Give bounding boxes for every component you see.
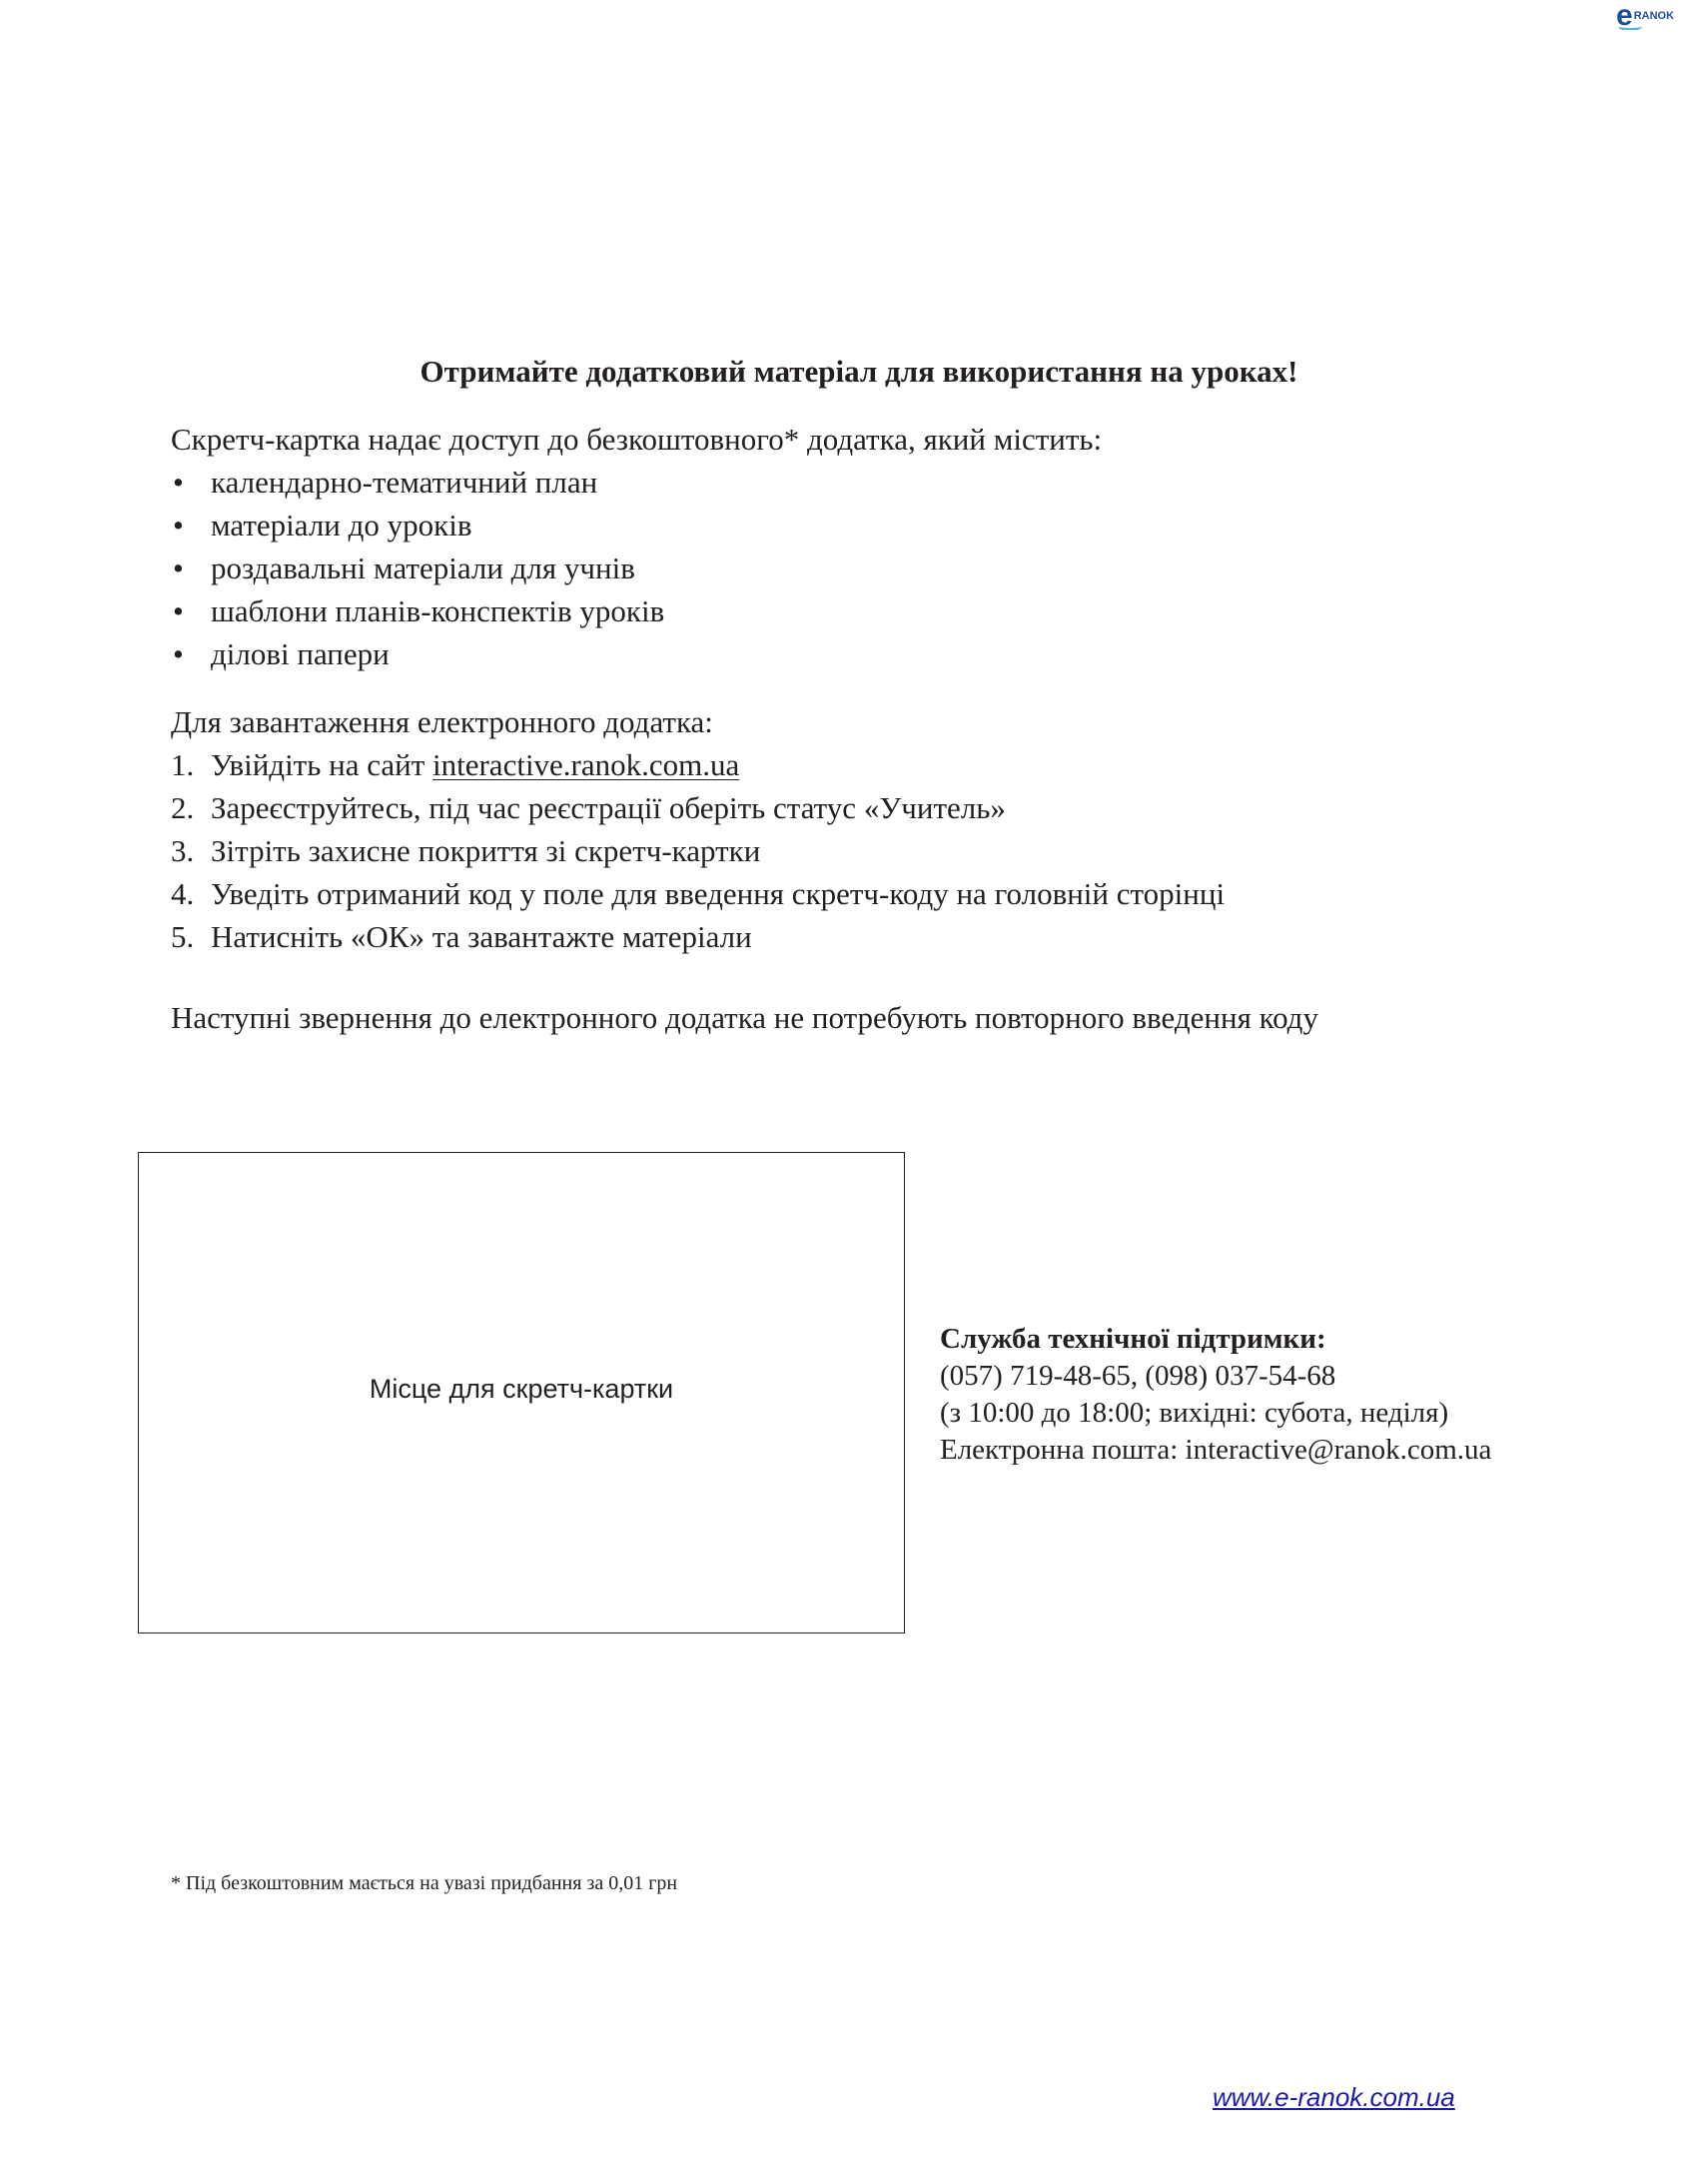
step-number: 4.: [171, 876, 195, 911]
ranok-logo: [1616, 2, 1684, 30]
intro-text: Скретч-картка надає доступ до безкоштовного* додатка, який містить:: [171, 422, 1103, 457]
step-number: 5.: [171, 919, 195, 954]
support-heading: Служба технічної підтримки:: [940, 1323, 1326, 1355]
list-item: [171, 504, 664, 546]
step-item: [171, 743, 1225, 786]
scratch-card-placeholder: [138, 1152, 905, 1634]
list-item: [171, 461, 664, 504]
features-list: [171, 461, 664, 675]
step-number: 1.: [171, 747, 195, 782]
step-text: Зітріть захисне покриття зі скретч-картки: [211, 833, 761, 868]
repeat-access-note: Наступні звернення до електронного додатка не потребують повторного введення коду: [171, 1000, 1318, 1035]
step-text: Уведіть отриманий код у поле для введення скретч-коду на головній сторінці: [211, 876, 1226, 911]
list-item-text: шаблони планів-конспектів уроків: [211, 593, 665, 628]
bullet-icon: •: [173, 465, 184, 500]
step-text: Натисніть «ОК» та завантажте матеріали: [211, 919, 752, 954]
footer-website-link[interactable]: www.e-ranok.com.ua: [1213, 2082, 1455, 2112]
page-title: Отримайте додатковий матеріал для використання на уроках!: [420, 354, 1298, 389]
logo-swoosh-icon: [1618, 22, 1642, 30]
step-number: 2.: [171, 790, 195, 825]
logo-text: RANOK: [1633, 10, 1675, 22]
list-item: [171, 632, 664, 675]
step-item: [171, 786, 1225, 829]
support-email: Електронна пошта: interactive@ranok.com.ua: [940, 1434, 1492, 1466]
logo-letter: e: [1616, 2, 1633, 30]
site-link[interactable]: interactive.ranok.com.ua: [432, 747, 740, 782]
bullet-icon: •: [173, 636, 184, 671]
list-item: [171, 589, 664, 632]
support-hours: (з 10:00 до 18:00; вихідні: субота, неділя): [940, 1397, 1449, 1429]
download-heading: Для завантаження електронного додатка:: [171, 704, 713, 739]
list-item-text: матеріали до уроків: [211, 508, 472, 543]
step-item: [171, 915, 1225, 958]
step-item: [171, 829, 1225, 872]
list-item-text: ділові папери: [211, 636, 390, 671]
bullet-icon: •: [173, 593, 184, 628]
support-contacts: [940, 1321, 1491, 1469]
bullet-icon: •: [173, 508, 184, 543]
bullet-icon: •: [173, 550, 184, 585]
step-text: Увійдіть на сайт: [211, 747, 432, 782]
support-phones: (057) 719-48-65, (098) 037-54-68: [940, 1360, 1336, 1392]
step-number: 3.: [171, 833, 195, 868]
list-item-text: роздавальні матеріали для учнів: [211, 550, 635, 585]
steps-list: [171, 743, 1225, 958]
scratch-card-label: Місце для скретч-картки: [369, 1374, 674, 1404]
step-item: [171, 872, 1225, 915]
list-item-text: календарно-тематичний план: [211, 465, 598, 500]
footnote: * Під безкоштовним мається на увазі придбання за 0,01 грн: [171, 1872, 678, 1894]
list-item: [171, 546, 664, 589]
step-text: Зареєструйтесь, під час реєстрації оберіть статус «Учитель»: [211, 790, 1006, 825]
